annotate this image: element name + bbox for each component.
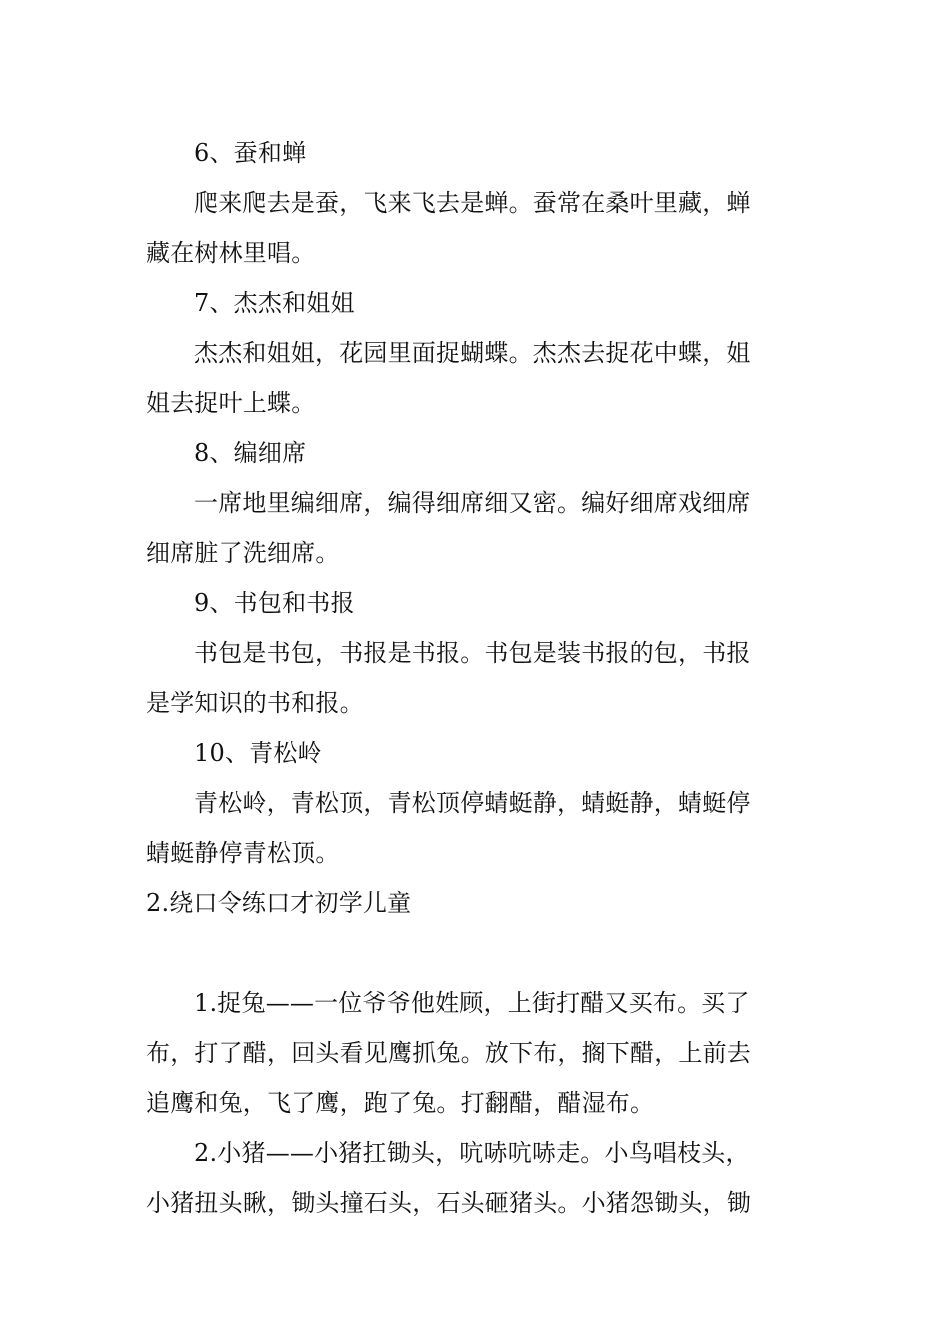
section-heading: 2.绕口令练口才初学儿童 bbox=[146, 889, 412, 917]
twister-1-line-1: 1.捉兔——一位爷爷他姓顾，上街打醋又买布。买了 bbox=[194, 989, 750, 1017]
poem-text-7-line-2: 姐去捉叶上蝶。 bbox=[146, 389, 316, 417]
poem-text-8-line-2: 细席脏了洗细席。 bbox=[146, 539, 340, 567]
poem-title-10: 10、青松岭 bbox=[194, 739, 322, 767]
poem-text-10-line-1: 青松岭，青松顶，青松顶停蜻蜓静，蜻蜓静，蜻蜓停 bbox=[194, 789, 751, 817]
twister-2-line-2: 小猪扭头瞅，锄头撞石头，石头砸猪头。小猪怨锄头，锄 bbox=[146, 1189, 751, 1217]
poem-text-9-line-2: 是学知识的书和报。 bbox=[146, 689, 364, 717]
poem-text-6-line-2: 藏在树林里唱。 bbox=[146, 239, 316, 267]
blank-line bbox=[146, 928, 806, 978]
document-page bbox=[146, 128, 806, 1228]
poem-text-6-line-1: 爬来爬去是蚕，飞来飞去是蝉。蚕常在桑叶里藏，蝉 bbox=[194, 189, 751, 217]
poem-text-9-line-1: 书包是书包，书报是书报。书包是装书报的包，书报 bbox=[194, 639, 751, 667]
poem-title-6: 6、蚕和蝉 bbox=[194, 139, 307, 167]
twister-1-line-2: 布，打了醋，回头看见鹰抓兔。放下布，搁下醋，上前去 bbox=[146, 1039, 751, 1067]
twister-1-line-3: 追鹰和兔，飞了鹰，跑了兔。打翻醋，醋湿布。 bbox=[146, 1089, 655, 1117]
poem-text-7-line-1: 杰杰和姐姐，花园里面捉蝴蝶。杰杰去捉花中蝶，姐 bbox=[194, 339, 751, 367]
poem-text-10-line-2: 蜻蜓静停青松顶。 bbox=[146, 839, 340, 867]
poem-text-8-line-1: 一席地里编细席，编得细席细又密。编好细席戏细席 bbox=[194, 489, 751, 517]
poem-title-8: 8、编细席 bbox=[194, 439, 307, 467]
poem-title-7: 7、杰杰和姐姐 bbox=[194, 289, 355, 317]
twister-2-line-1: 2.小猪——小猪扛锄头，吭哧吭哧走。小鸟唱枝头， bbox=[194, 1139, 750, 1167]
poem-title-9: 9、书包和书报 bbox=[194, 589, 355, 617]
